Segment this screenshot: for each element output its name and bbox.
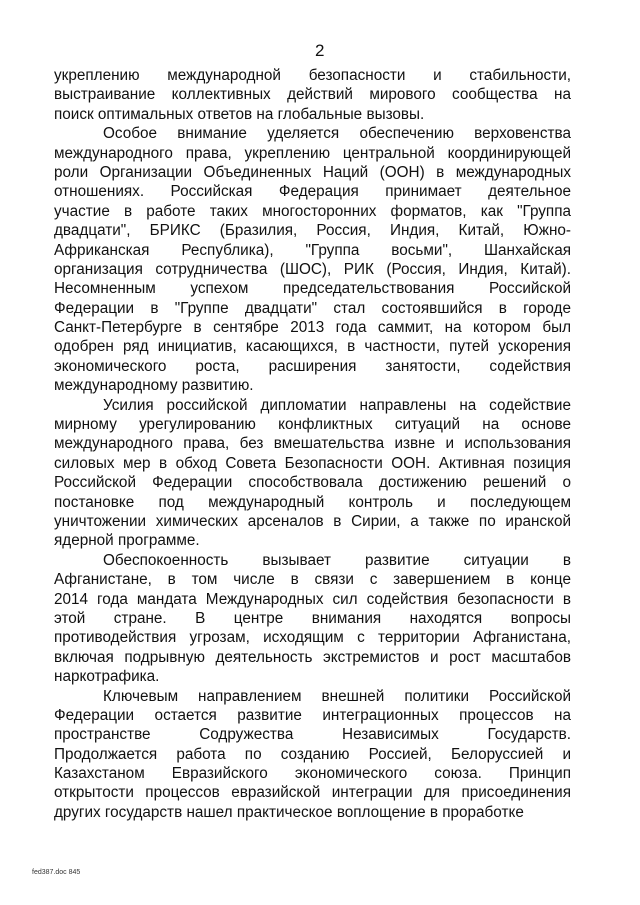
- page-number: 2: [315, 41, 325, 60]
- text-line: Российской Федерации способствовала достижению решений о: [54, 474, 571, 492]
- text-line: международного права, без вмешательства извне и использования: [54, 435, 571, 453]
- footer-file-reference: fed387.doc 845: [32, 869, 81, 876]
- text-line: пространстве Содружества Независимых Государств.: [54, 726, 571, 744]
- paragraph: [54, 551, 571, 687]
- text-line: поиск оптимальных ответов на глобальные вызовы.: [54, 105, 425, 123]
- text-line: других государств нашел практическое воплощение в проработке: [54, 803, 524, 821]
- text-line: международному развитию.: [54, 377, 254, 395]
- text-line: одобрен ряд инициатив, касающихся, в частности, путей ускорения: [54, 338, 571, 356]
- text-line: Несомненным успехом председательствования Российской: [54, 280, 571, 298]
- text-line: участие в работе таких многосторонних форматов, как "Группа: [54, 202, 571, 220]
- text-line: укреплению международной безопасности и стабильности,: [54, 67, 571, 84]
- text-line: Особое внимание уделяется обеспечению верховенства: [103, 125, 571, 143]
- text-line: Федерации остается развитие интеграционных процессов на: [54, 706, 571, 724]
- text-line: экономического роста, расширения занятости, содействия: [54, 357, 571, 375]
- text-line: открытости процессов евразийской интеграции для присоединения: [54, 784, 571, 802]
- text-line: выстраивание коллективных действий мирового сообщества на: [54, 86, 571, 104]
- text-line: Африканская Республика), "Группа восьми", Шанхайская: [54, 241, 571, 259]
- text-line: Санкт-Петербурге в сентябре 2013 года саммит, на котором был: [54, 319, 571, 337]
- text-line: отношениях. Российская Федерация принимает деятельное: [54, 183, 571, 201]
- text-line: Казахстаном Евразийского экономического союза. Принцип: [54, 765, 571, 783]
- text-line: Усилия российской дипломатии направлены на содействие: [103, 396, 571, 414]
- paragraph: [54, 396, 571, 551]
- text-line: международного права, укреплению центральной координирующей: [54, 144, 571, 162]
- text-line: силовых мер в обход Совета Безопасности ООН. Активная позиция: [54, 454, 571, 472]
- text-line: роли Организации Объединенных Наций (ООН) в международных: [54, 163, 571, 181]
- text-line: уничтожении химических арсеналов в Сирии, а также по иранской: [54, 512, 571, 530]
- text-line: противодействия угрозам, исходящим с территории Афганистана,: [54, 629, 571, 647]
- text-line: двадцати", БРИКС (Бразилия, Россия, Индия, Китай, Южно-: [54, 222, 571, 240]
- text-line: 2014 года мандата Международных сил содействия безопасности в: [54, 590, 571, 608]
- paragraph: [54, 687, 571, 823]
- text-line: ядерной программе.: [54, 532, 200, 550]
- text-line: Продолжается работа по созданию Россией, Белоруссией и: [54, 745, 571, 763]
- text-line: Обеспокоенность вызывает развитие ситуации в: [103, 551, 571, 569]
- text-line: Федерации в "Группе двадцати" стал состоявшийся в городе: [54, 299, 571, 317]
- text-line: мирному урегулированию конфликтных ситуаций на основе: [54, 416, 571, 434]
- text-line: этой стране. В центре внимания находятся вопросы: [54, 609, 571, 627]
- text-line: организация сотрудничества (ШОС), РИК (Россия, Индия, Китай).: [54, 260, 571, 278]
- text-line: Афганистане, в том числе в связи с завершением в конце: [54, 571, 571, 589]
- text-line: постановке под международный контроль и последующем: [54, 493, 571, 511]
- text-line: наркотрафика.: [54, 668, 160, 686]
- paragraph: [54, 124, 571, 395]
- text-line: включая подрывную деятельность экстремистов и рост масштабов: [54, 648, 571, 666]
- paragraph: [54, 66, 571, 124]
- text-line: Ключевым направлением внешней политики Российской: [103, 687, 571, 705]
- body-text: [54, 66, 571, 822]
